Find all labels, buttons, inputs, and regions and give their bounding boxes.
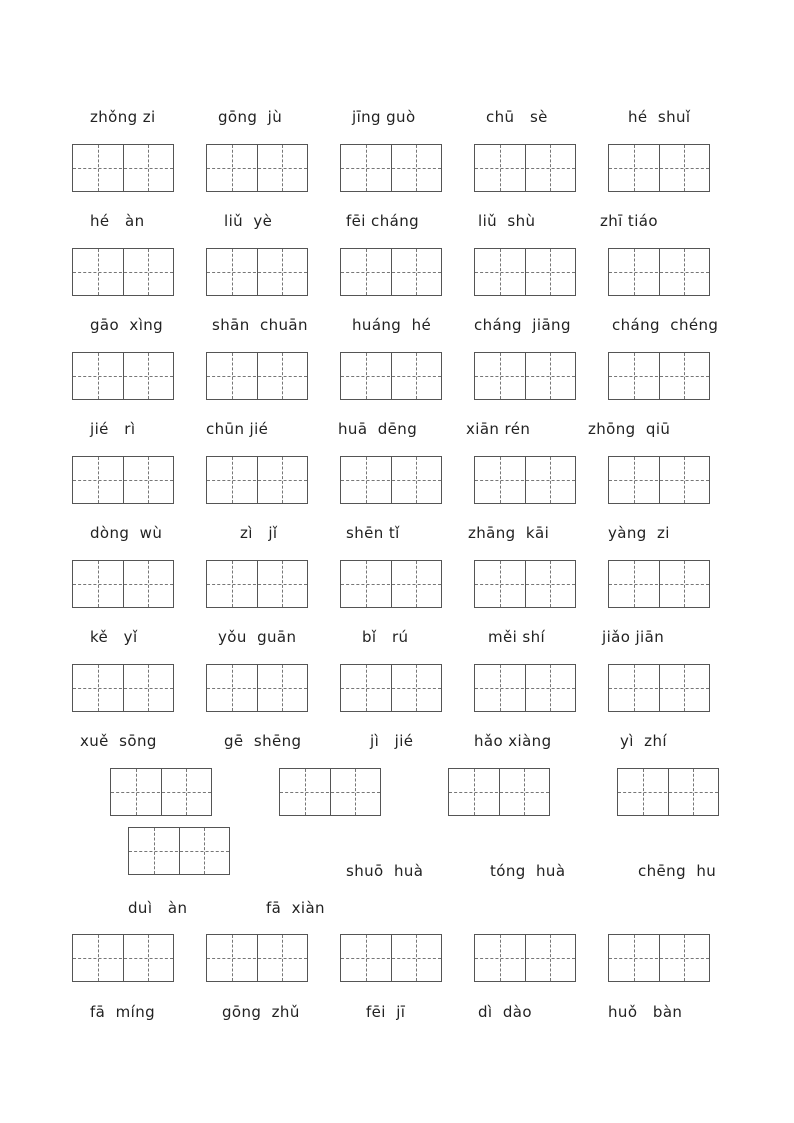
writing-grid[interactable]: [474, 456, 576, 504]
writing-grid[interactable]: [72, 664, 174, 712]
pinyin-label: shān chuān: [212, 316, 308, 334]
writing-grid[interactable]: [474, 144, 576, 192]
pinyin-label: gōng jù: [218, 108, 283, 126]
writing-grid[interactable]: [340, 664, 442, 712]
pinyin-label: liǔ shù: [478, 212, 536, 230]
writing-grid[interactable]: [608, 456, 710, 504]
pinyin-label: xiān rén: [466, 420, 531, 438]
pinyin-label: hǎo xiàng: [474, 732, 552, 750]
pinyin-label: yàng zi: [608, 524, 670, 542]
pinyin-label: cháng chéng: [612, 316, 719, 334]
writing-grid[interactable]: [608, 248, 710, 296]
writing-grid[interactable]: [72, 934, 174, 982]
pinyin-label: jì jié: [370, 732, 414, 750]
pinyin-label: huáng hé: [352, 316, 432, 334]
pinyin-label: zhāng kāi: [468, 524, 550, 542]
pinyin-label: chēng hu: [638, 862, 717, 880]
writing-grid[interactable]: [128, 827, 230, 875]
writing-grid[interactable]: [474, 248, 576, 296]
writing-grid[interactable]: [474, 560, 576, 608]
writing-grid[interactable]: [206, 248, 308, 296]
writing-grid[interactable]: [340, 248, 442, 296]
pinyin-label: tóng huà: [490, 862, 566, 880]
writing-grid[interactable]: [340, 144, 442, 192]
writing-grid[interactable]: [206, 144, 308, 192]
pinyin-label: yì zhí: [620, 732, 667, 750]
writing-grid[interactable]: [340, 352, 442, 400]
writing-grid[interactable]: [206, 352, 308, 400]
pinyin-label: liǔ yè: [224, 212, 273, 230]
writing-grid[interactable]: [72, 144, 174, 192]
writing-grid[interactable]: [72, 560, 174, 608]
pinyin-label: fā xiàn: [266, 899, 325, 917]
pinyin-label: shuō huà: [346, 862, 424, 880]
pinyin-label: jīng guò: [352, 108, 416, 126]
writing-grid[interactable]: [608, 352, 710, 400]
pinyin-label: cháng jiāng: [474, 316, 571, 334]
pinyin-label: hé àn: [90, 212, 145, 230]
pinyin-label: fēi jī: [366, 1003, 406, 1021]
pinyin-label: dì dào: [478, 1003, 532, 1021]
writing-grid[interactable]: [474, 664, 576, 712]
writing-grid[interactable]: [279, 768, 381, 816]
writing-grid[interactable]: [206, 560, 308, 608]
pinyin-label: duì àn: [128, 899, 188, 917]
writing-grid[interactable]: [608, 560, 710, 608]
pinyin-label: shēn tǐ: [346, 524, 400, 542]
pinyin-label: jié rì: [90, 420, 136, 438]
pinyin-label: zhǒng zi: [90, 108, 156, 126]
writing-grid[interactable]: [72, 456, 174, 504]
pinyin-label: hé shuǐ: [628, 108, 691, 126]
pinyin-label: zì jǐ: [240, 524, 278, 542]
pinyin-label: jiǎo jiān: [602, 628, 665, 646]
pinyin-label: kě yǐ: [90, 628, 138, 646]
writing-grid[interactable]: [474, 352, 576, 400]
writing-grid[interactable]: [72, 352, 174, 400]
writing-grid[interactable]: [340, 456, 442, 504]
writing-grid[interactable]: [448, 768, 550, 816]
pinyin-label: fā míng: [90, 1003, 156, 1021]
pinyin-label: huǒ bàn: [608, 1003, 683, 1021]
pinyin-label: zhōng qiū: [588, 420, 671, 438]
pinyin-label: chū sè: [486, 108, 548, 126]
pinyin-label: xuě sōng: [80, 732, 157, 750]
writing-grid[interactable]: [206, 664, 308, 712]
writing-grid[interactable]: [206, 934, 308, 982]
writing-grid[interactable]: [340, 560, 442, 608]
writing-grid[interactable]: [340, 934, 442, 982]
pinyin-label: huā dēng: [338, 420, 418, 438]
pinyin-label: měi shí: [488, 628, 546, 646]
writing-grid[interactable]: [608, 144, 710, 192]
writing-grid[interactable]: [617, 768, 719, 816]
pinyin-label: chūn jié: [206, 420, 269, 438]
pinyin-label: gē shēng: [224, 732, 302, 750]
pinyin-label: zhī tiáo: [600, 212, 658, 230]
writing-grid[interactable]: [608, 664, 710, 712]
pinyin-label: fēi cháng: [346, 212, 420, 230]
writing-grid[interactable]: [72, 248, 174, 296]
pinyin-label: bǐ rú: [362, 628, 409, 646]
writing-grid[interactable]: [206, 456, 308, 504]
pinyin-label: dòng wù: [90, 524, 163, 542]
writing-grid[interactable]: [608, 934, 710, 982]
writing-grid[interactable]: [474, 934, 576, 982]
writing-grid[interactable]: [110, 768, 212, 816]
pinyin-label: gāo xìng: [90, 316, 164, 334]
pinyin-label: yǒu guān: [218, 628, 297, 646]
pinyin-label: gōng zhǔ: [222, 1003, 300, 1021]
